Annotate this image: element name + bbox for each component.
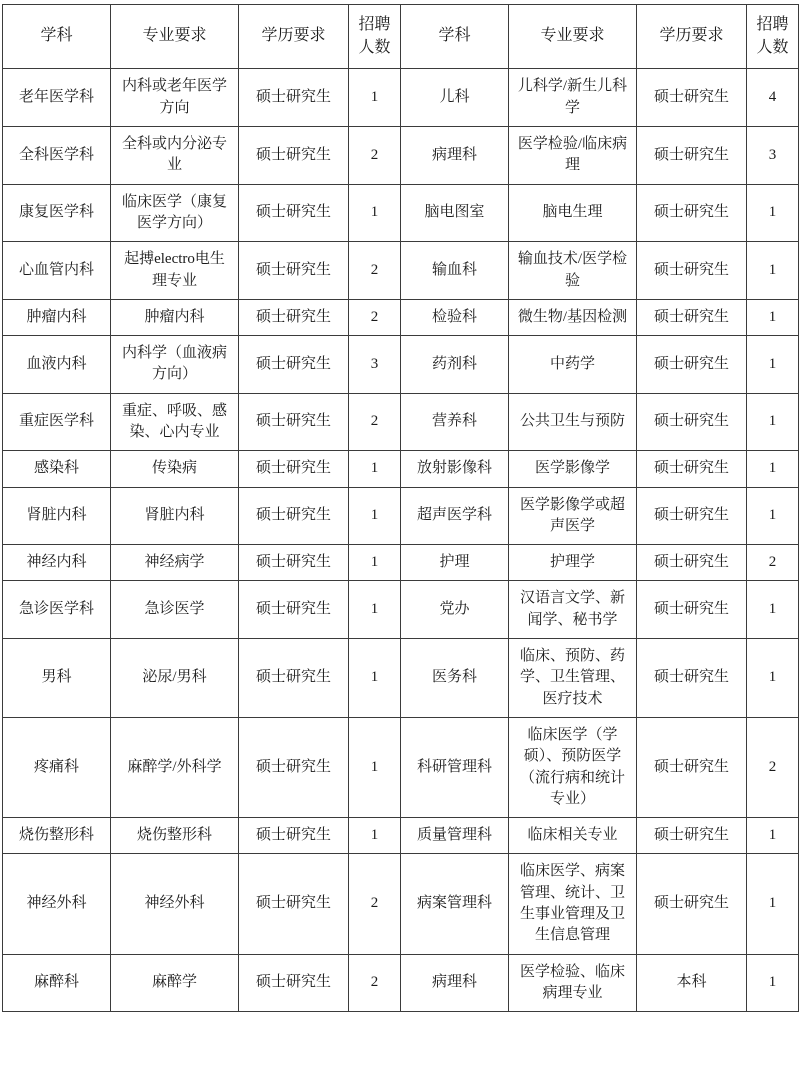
cell-count-left: 2	[349, 854, 401, 954]
cell-major-right: 临床、预防、药学、卫生管理、医疗技术	[509, 639, 637, 718]
cell-major-left: 肾脏内科	[111, 487, 239, 545]
cell-major-left: 麻醉学	[111, 954, 239, 1012]
cell-count-right: 1	[747, 393, 799, 451]
header-subject-left: 学科	[3, 5, 111, 69]
cell-subject-right: 放射影像科	[401, 451, 509, 487]
table-row	[3, 451, 799, 487]
cell-degree-left: 硕士研究生	[239, 69, 349, 127]
cell-major-right: 微生物/基因检测	[509, 299, 637, 335]
table-row	[3, 184, 799, 242]
cell-degree-left: 硕士研究生	[239, 184, 349, 242]
cell-count-right: 1	[747, 487, 799, 545]
cell-count-right: 1	[747, 299, 799, 335]
table-row	[3, 242, 799, 300]
header-count-right	[747, 5, 799, 69]
cell-degree-right: 硕士研究生	[637, 487, 747, 545]
recruitment-table	[2, 4, 799, 1012]
cell-degree-left: 硕士研究生	[239, 545, 349, 581]
cell-count-right: 1	[747, 639, 799, 718]
cell-major-right: 护理学	[509, 545, 637, 581]
cell-major-right: 医学影像学	[509, 451, 637, 487]
cell-degree-right: 硕士研究生	[637, 717, 747, 817]
cell-degree-right: 硕士研究生	[637, 393, 747, 451]
cell-count-left: 1	[349, 581, 401, 639]
cell-count-left: 1	[349, 69, 401, 127]
cell-subject-right: 护理	[401, 545, 509, 581]
cell-subject-left: 神经外科	[3, 854, 111, 954]
table-row	[3, 954, 799, 1012]
table-body	[3, 69, 799, 1012]
cell-major-left: 烧伤整形科	[111, 818, 239, 854]
cell-major-right: 医学检验/临床病理	[509, 127, 637, 185]
cell-subject-right: 检验科	[401, 299, 509, 335]
cell-degree-right: 硕士研究生	[637, 242, 747, 300]
cell-count-left: 1	[349, 184, 401, 242]
cell-subject-left: 神经内科	[3, 545, 111, 581]
table-row	[3, 639, 799, 718]
header-count-left	[349, 5, 401, 69]
cell-major-right: 医学影像学或超声医学	[509, 487, 637, 545]
cell-count-right: 2	[747, 545, 799, 581]
cell-degree-left: 硕士研究生	[239, 242, 349, 300]
cell-degree-left: 硕士研究生	[239, 451, 349, 487]
cell-major-right: 中药学	[509, 336, 637, 394]
cell-major-right: 公共卫生与预防	[509, 393, 637, 451]
cell-major-right: 脑电生理	[509, 184, 637, 242]
table-row	[3, 336, 799, 394]
cell-major-right: 输血技术/医学检验	[509, 242, 637, 300]
cell-subject-right: 输血科	[401, 242, 509, 300]
cell-count-right: 4	[747, 69, 799, 127]
cell-subject-left: 男科	[3, 639, 111, 718]
table-row	[3, 581, 799, 639]
cell-subject-left: 感染科	[3, 451, 111, 487]
cell-subject-left: 肾脏内科	[3, 487, 111, 545]
header-degree-right: 学历要求	[637, 5, 747, 69]
cell-count-left: 1	[349, 717, 401, 817]
cell-subject-left: 老年医学科	[3, 69, 111, 127]
cell-degree-left: 硕士研究生	[239, 854, 349, 954]
cell-count-right: 1	[747, 336, 799, 394]
cell-subject-left: 疼痛科	[3, 717, 111, 817]
cell-subject-right: 超声医学科	[401, 487, 509, 545]
cell-count-left: 2	[349, 242, 401, 300]
table-row	[3, 717, 799, 817]
table-row	[3, 69, 799, 127]
cell-major-left: 麻醉学/外科学	[111, 717, 239, 817]
header-count-left-line2: 人数	[358, 38, 391, 56]
table-row	[3, 854, 799, 954]
table-row	[3, 487, 799, 545]
cell-count-right: 1	[747, 581, 799, 639]
cell-degree-left: 硕士研究生	[239, 954, 349, 1012]
cell-count-right: 1	[747, 954, 799, 1012]
cell-major-left: 神经病学	[111, 545, 239, 581]
cell-degree-left: 硕士研究生	[239, 818, 349, 854]
table-row	[3, 299, 799, 335]
cell-degree-right: 硕士研究生	[637, 336, 747, 394]
cell-subject-left: 全科医学科	[3, 127, 111, 185]
cell-count-right: 1	[747, 451, 799, 487]
header-subject-right: 学科	[401, 5, 509, 69]
cell-subject-right: 药剂科	[401, 336, 509, 394]
cell-degree-left: 硕士研究生	[239, 639, 349, 718]
cell-subject-right: 病理科	[401, 954, 509, 1012]
cell-degree-right: 硕士研究生	[637, 69, 747, 127]
cell-major-right: 临床相关专业	[509, 818, 637, 854]
cell-count-left: 3	[349, 336, 401, 394]
table-row	[3, 127, 799, 185]
cell-subject-right: 病理科	[401, 127, 509, 185]
cell-count-left: 2	[349, 299, 401, 335]
cell-subject-left: 康复医学科	[3, 184, 111, 242]
header-major-left: 专业要求	[111, 5, 239, 69]
cell-count-left: 2	[349, 393, 401, 451]
cell-count-right: 1	[747, 242, 799, 300]
cell-major-right: 汉语言文学、新闻学、秘书学	[509, 581, 637, 639]
cell-subject-left: 烧伤整形科	[3, 818, 111, 854]
table-row	[3, 545, 799, 581]
cell-degree-right: 硕士研究生	[637, 639, 747, 718]
cell-subject-right: 病案管理科	[401, 854, 509, 954]
cell-subject-right: 科研管理科	[401, 717, 509, 817]
cell-subject-right: 党办	[401, 581, 509, 639]
table-row	[3, 393, 799, 451]
cell-subject-left: 急诊医学科	[3, 581, 111, 639]
cell-subject-left: 血液内科	[3, 336, 111, 394]
cell-subject-right: 营养科	[401, 393, 509, 451]
cell-major-left: 急诊医学	[111, 581, 239, 639]
cell-count-right: 2	[747, 717, 799, 817]
cell-count-left: 1	[349, 639, 401, 718]
cell-major-right: 儿科学/新生儿科学	[509, 69, 637, 127]
cell-degree-right: 硕士研究生	[637, 299, 747, 335]
cell-degree-left: 硕士研究生	[239, 299, 349, 335]
cell-degree-left: 硕士研究生	[239, 581, 349, 639]
cell-major-left: 肿瘤内科	[111, 299, 239, 335]
cell-subject-left: 心血管内科	[3, 242, 111, 300]
cell-major-left: 全科或内分泌专业	[111, 127, 239, 185]
cell-major-left: 内科学（血液病方向）	[111, 336, 239, 394]
cell-degree-right: 硕士研究生	[637, 127, 747, 185]
cell-count-left: 1	[349, 451, 401, 487]
header-count-left-line1: 招聘	[358, 16, 391, 33]
header-count-right-line2: 人数	[756, 38, 789, 56]
cell-subject-right: 脑电图室	[401, 184, 509, 242]
header-count-right-line1: 招聘	[756, 16, 789, 33]
table-header	[3, 5, 799, 69]
cell-major-right: 医学检验、临床病理专业	[509, 954, 637, 1012]
cell-degree-right: 本科	[637, 954, 747, 1012]
cell-count-left: 1	[349, 545, 401, 581]
cell-major-left: 重症、呼吸、感染、心内专业	[111, 393, 239, 451]
cell-count-right: 3	[747, 127, 799, 185]
cell-degree-left: 硕士研究生	[239, 393, 349, 451]
cell-subject-right: 质量管理科	[401, 818, 509, 854]
cell-major-left: 泌尿/男科	[111, 639, 239, 718]
cell-degree-right: 硕士研究生	[637, 854, 747, 954]
cell-degree-left: 硕士研究生	[239, 336, 349, 394]
table-row	[3, 818, 799, 854]
cell-major-right: 临床医学（学硕）、预防医学（流行病和统计专业）	[509, 717, 637, 817]
cell-count-left: 2	[349, 954, 401, 1012]
cell-degree-left: 硕士研究生	[239, 487, 349, 545]
cell-major-left: 传染病	[111, 451, 239, 487]
cell-subject-right: 儿科	[401, 69, 509, 127]
cell-subject-left: 重症医学科	[3, 393, 111, 451]
cell-degree-right: 硕士研究生	[637, 818, 747, 854]
cell-degree-right: 硕士研究生	[637, 184, 747, 242]
cell-count-left: 2	[349, 127, 401, 185]
cell-major-right: 临床医学、病案管理、统计、卫生事业管理及卫生信息管理	[509, 854, 637, 954]
cell-degree-left: 硕士研究生	[239, 717, 349, 817]
header-degree-left: 学历要求	[239, 5, 349, 69]
cell-major-left: 起搏electro电生理专业	[111, 242, 239, 300]
cell-count-right: 1	[747, 184, 799, 242]
cell-count-left: 1	[349, 487, 401, 545]
cell-major-left: 临床医学（康复医学方向）	[111, 184, 239, 242]
cell-subject-right: 医务科	[401, 639, 509, 718]
cell-subject-left: 麻醉科	[3, 954, 111, 1012]
cell-degree-right: 硕士研究生	[637, 581, 747, 639]
cell-degree-right: 硕士研究生	[637, 451, 747, 487]
cell-count-right: 1	[747, 818, 799, 854]
header-major-right: 专业要求	[509, 5, 637, 69]
cell-degree-right: 硕士研究生	[637, 545, 747, 581]
cell-count-left: 1	[349, 818, 401, 854]
cell-degree-left: 硕士研究生	[239, 127, 349, 185]
header-row	[3, 5, 799, 69]
cell-major-left: 神经外科	[111, 854, 239, 954]
cell-count-right: 1	[747, 854, 799, 954]
cell-major-left: 内科或老年医学方向	[111, 69, 239, 127]
cell-subject-left: 肿瘤内科	[3, 299, 111, 335]
